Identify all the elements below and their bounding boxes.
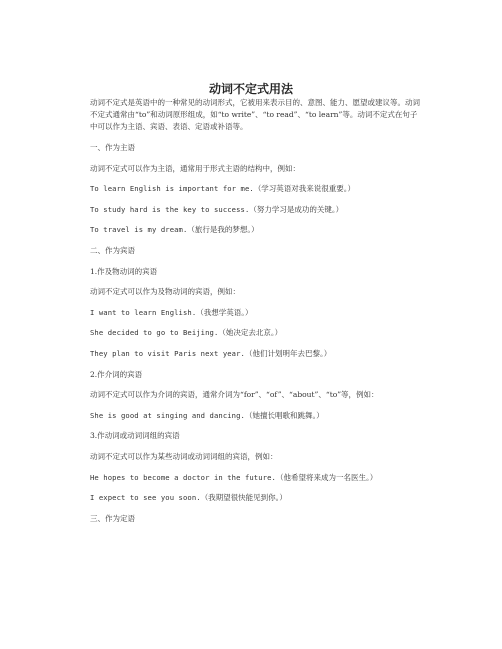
intro-paragraph: 动词不定式是英语中的一种常见的动词形式，它被用来表示目的、意图、能力、愿望或建议等。动词不定式通常由“to”和动词原形组成，如“to write”、“to read”、“to learn”等。动词不定式在句子中可以作为主语、宾语、表语、定语或补语等。 xyxy=(90,98,420,131)
example-english: I want to learn English. xyxy=(90,307,197,317)
subsection-heading: 3.作动词或动词词组的宾语 xyxy=(90,431,180,441)
section-description: 动词不定式可以作为主语，通常用于形式主语的结构中，例如： xyxy=(90,163,300,173)
example-sentence xyxy=(90,327,420,339)
example-translation: （我期望很快能见到你。） xyxy=(200,493,287,503)
example-english: To travel is my dream. xyxy=(90,225,188,235)
section-heading-object: 二、作为宾语 xyxy=(90,245,135,255)
example-sentence xyxy=(90,348,420,360)
example-translation: （旅行是我的梦想。） xyxy=(187,225,259,235)
example-translation: （学习英语对我来说很重要。） xyxy=(253,184,356,194)
section-heading-subject: 一、作为主语 xyxy=(90,143,135,152)
example-translation: （努力学习是成功的关键。） xyxy=(249,204,344,214)
example-english: To study hard is the key to success. xyxy=(90,204,250,214)
example-translation: （他们计划明年去巴黎。） xyxy=(244,348,332,358)
example-translation: （他希望将来成为一名医生。） xyxy=(275,472,378,482)
example-english: She decided to go to Beijing. xyxy=(90,328,219,338)
subsection-description: 动词不定式可以作为及物动词的宾语，例如： xyxy=(90,287,240,297)
example-translation: （我想学英语。） xyxy=(196,307,253,317)
document-title: 动词不定式用法 xyxy=(208,82,293,96)
example-sentence xyxy=(90,492,420,504)
example-sentence xyxy=(90,472,420,484)
example-translation: （她擅长唱歌和跳舞。） xyxy=(244,410,324,420)
subsection-heading: 2.作介词的宾语 xyxy=(90,369,143,379)
document-body xyxy=(90,97,420,533)
example-sentence xyxy=(90,410,420,422)
example-english: She is good at singing and dancing. xyxy=(90,410,245,420)
example-sentence xyxy=(90,183,420,195)
example-translation: （她决定去北京。） xyxy=(218,328,283,338)
example-english: He hopes to become a doctor in the future. xyxy=(90,472,276,482)
example-english: To learn English is important for me. xyxy=(90,184,254,194)
subsection-description: 动词不定式可以作为某些动词或动词词组的宾语，例如： xyxy=(90,451,278,461)
example-sentence xyxy=(90,204,420,216)
subsection-heading: 1.作及物动词的宾语 xyxy=(90,266,158,276)
example-sentence xyxy=(90,307,420,319)
example-english: I expect to see you soon. xyxy=(90,493,201,503)
example-sentence xyxy=(90,224,420,236)
example-english: They plan to visit Paris next year. xyxy=(90,348,245,358)
section-heading-attribute: 三、作为定语 xyxy=(90,513,135,523)
subsection-description: 动词不定式可以作为介词的宾语，通常介词为“for”、“of”、“about”、“to”等，例如： xyxy=(90,390,379,400)
